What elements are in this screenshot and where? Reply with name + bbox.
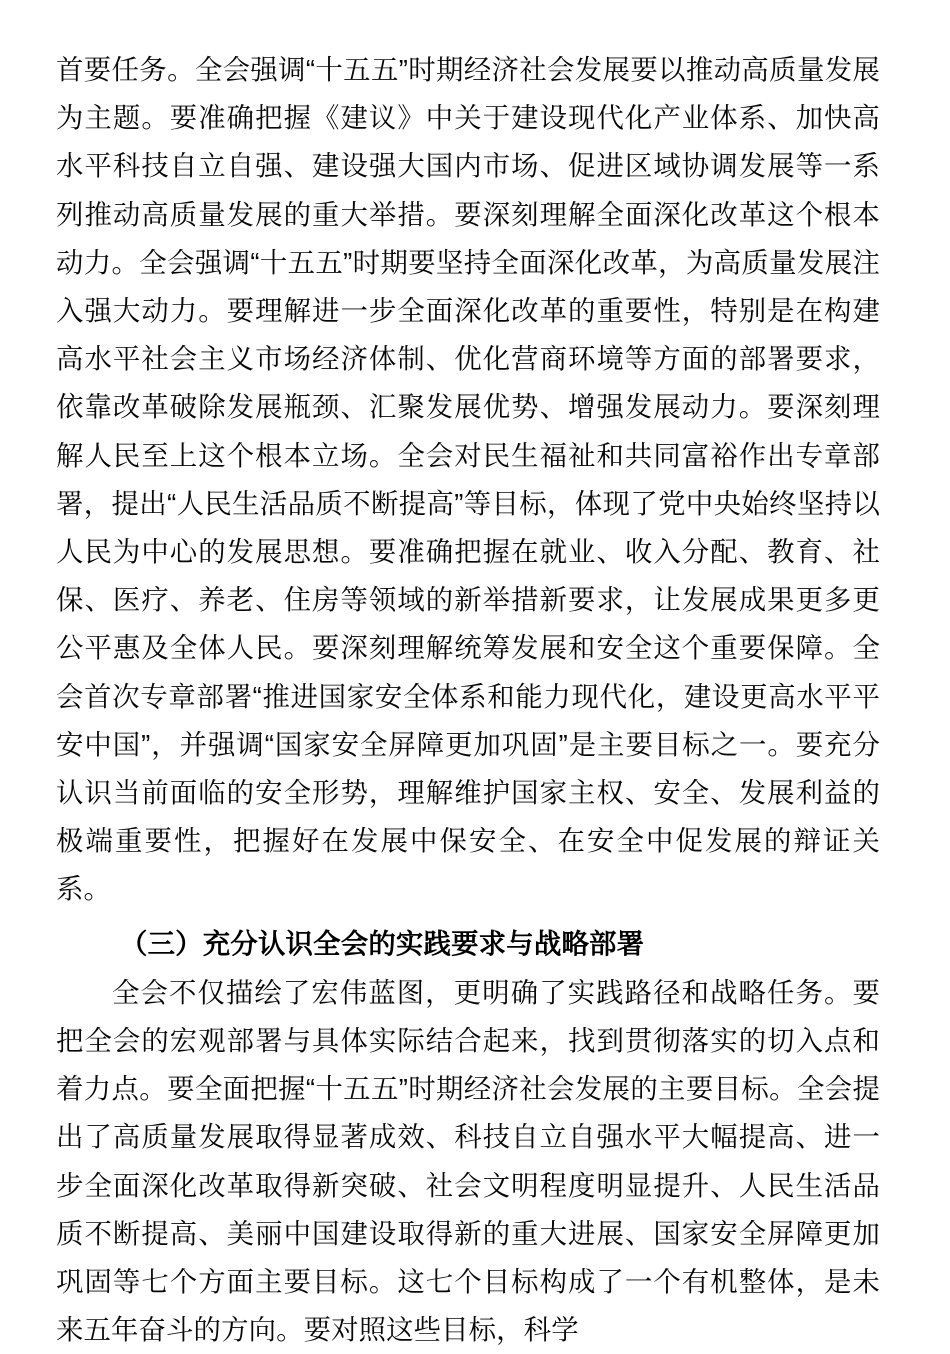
paragraph-section-three-body: 全会不仅描绘了宏伟蓝图，更明确了实践路径和战略任务。要把全会的宏观部署与具体实际结合起来，找到贯彻落实的切入点和着力点。要全面把握“十五五”时期经济社会发展的主要目标。全会提出了高质量发展取得显著成效、科技自立自强水平大幅提高、进一步全面深化改革取得新突破、社会文明程度明显提升、人民生活品质不断提高、美丽中国建设取得新的重大进展、国家安全屏障更加巩固等七个方面主要目标。这七个目标构成了一个有机整体，是未来五年奋斗的方向。要对照这些目标，科学 bbox=[56, 976, 880, 1346]
page-text-column bbox=[56, 46, 880, 1354]
paragraph-continuation-section-two: 首要任务。全会强调“十五五”时期经济社会发展要以推动高质量发展为主题。要准确把握《建议》中关于建设现代化产业体系、加快高水平科技自立自强、建设强大国内市场、促进区域协调发展等一系列推动高质量发展的重大举措。要深刻理解全面深化改革这个根本动力。全会强调“十五五”时期要坚持全面深化改革，为高质量发展注入强大动力。要理解进一步全面深化改革的重要性，特别是在构建高水平社会主义市场经济体制、优化营商环境等方面的部署要求，依靠改革破除发展瓶颈、汇聚发展优势、增强发展动力。要深刻理解人民至上这个根本立场。全会对民生福祉和共同富裕作出专章部署，提出“人民生活品质不断提高”等目标，体现了党中央始终坚持以人民为中心的发展思想。要准确把握在就业、收入分配、教育、社保、医疗、养老、住房等领域的新举措新要求，让发展成果更多更公平惠及全体人民。要深刻理解统筹发展和安全这个重要保障。全会首次专章部署“推进国家安全体系和能力现代化，建设更高水平平安中国”，并强调“国家安全屏障更加巩固”是主要目标之一。要充分认识当前面临的安全形势，理解维护国家主权、安全、发展利益的极端重要性，把握好在发展中保安全、在安全中促发展的辩证关系。 bbox=[56, 54, 880, 905]
section-heading-three: （三）充分认识全会的实践要求与战略部署 bbox=[120, 927, 645, 959]
